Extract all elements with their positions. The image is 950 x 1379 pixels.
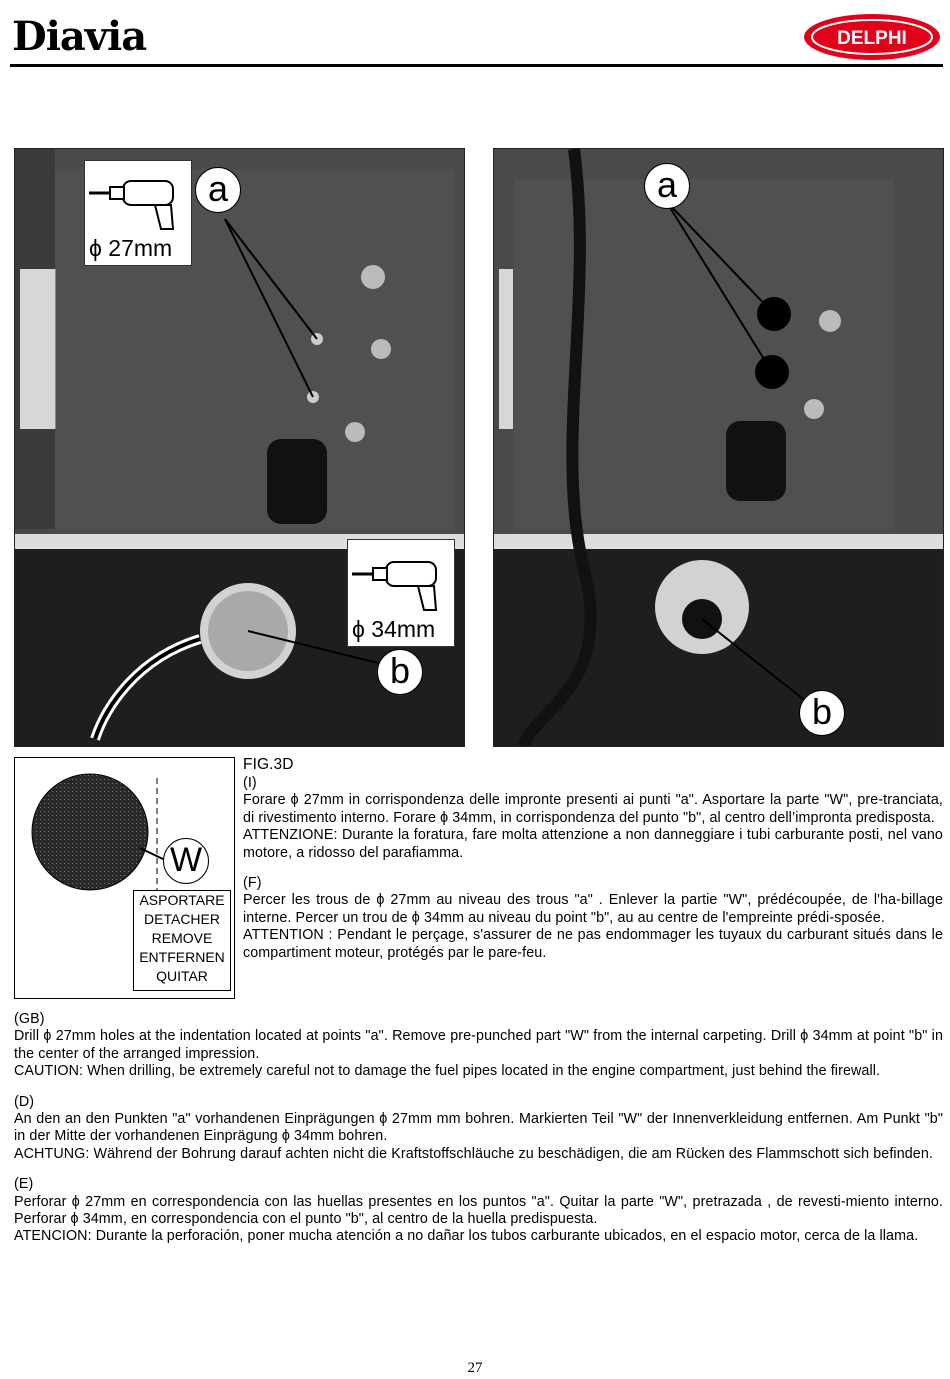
es-warning: ATENCION: Durante la perforación, poner mucha atención a no dañar los tubos carburante ubicados, en el espacio motor, cerca de la llama. [14, 1228, 919, 1245]
label-b-left: b [377, 649, 423, 695]
drill-27-label: ϕ 27mm [89, 235, 173, 261]
lang-tag-it: (I) [243, 775, 257, 791]
es-instruction: Perforar ϕ 27mm en correspondencia con las huellas presentes en los puntos "a". Quitar la parte "W", pretrazada , de revesti-miento interno. Perforar ϕ 34mm, en correspondencia con el punto "b", al centro de la huella predispuesta. [14, 1193, 943, 1228]
delphi-logo-text: DELPHI [837, 28, 907, 49]
lang-tag-fr: (F) [243, 875, 262, 892]
drill-27-callout [84, 160, 192, 266]
drill-icon [85, 161, 189, 231]
fr-warning: ATTENTION : Pendant le perçage, s'assurer de ne pas endommager les tuyaux du carburant situés dans le compartiment moteur, protégés par le pare-feu. [243, 927, 943, 961]
diavia-logo: Diavia [12, 13, 147, 60]
gb-instruction: Drill ϕ 27mm holes at the indentation located at points "a". Remove pre-punched part "W" from the internal carpeting. Drill ϕ 34mm at point "b" in the center of the arranged impression. [14, 1028, 943, 1062]
figure-title: FIG.3D [243, 756, 294, 773]
page-number: 27 [467, 1360, 483, 1376]
photo-before-drilling [14, 148, 465, 747]
remove-word: ASPORTARE [139, 892, 225, 908]
lang-tag-es: (E) [14, 1176, 34, 1193]
lang-tag-de: (D) [14, 1093, 35, 1110]
fr-instruction: Percer les trous de ϕ 27mm au niveau des trous "a" . Enlever la partie "W", prédécoupée, de l'ha-billage interne. Percer un trou de ϕ 34mm au niveau du point "b", au au centre de l'empreinte prédi-sposée. [243, 892, 943, 926]
header-rule [10, 64, 943, 67]
de-instruction: An den an den Punkten "a" vorhandenen Einprägungen ϕ 27mm mm bohren. Markierten Teil "W" der Innenverkleidung entfernen. Am Punkt "b" in der Mitte der vorhandenen Einprägung ϕ 34mm bohren. [14, 1111, 943, 1145]
gb-warning: CAUTION: When drilling, be extremely careful not to damage the fuel pipes located in the engine compartment, just behind the firewall. [14, 1063, 881, 1080]
label-b-right: b [799, 690, 845, 736]
lang-tag-gb: (GB) [14, 1011, 45, 1027]
remove-word: REMOVE [151, 930, 213, 946]
instructions-it-fr [243, 755, 943, 962]
instructions-gb-d-e [14, 1011, 943, 1246]
delphi-logo [802, 12, 942, 62]
de-warning: ACHTUNG: Während der Bohrung darauf achten nicht die Kraftstoffschläuche zu beschädigen, die am Rücken des Flammschott sich befinden. [14, 1145, 933, 1162]
label-a-right: a [644, 163, 690, 209]
remove-instruction-list [133, 890, 231, 991]
drill-34-label: ϕ 34mm [352, 616, 436, 642]
it-warning: ATTENZIONE: Durante la foratura, fare molta attenzione a non danneggiare i tubi carburante posti, nel vano motore, a ridosso del parafiamma. [243, 827, 943, 861]
drill-34-callout [347, 539, 455, 647]
drill-icon [348, 540, 452, 612]
remove-word: DETACHER [144, 911, 220, 927]
remove-word: QUITAR [156, 968, 208, 984]
label-w: W [163, 838, 209, 884]
photo-after-illustration [494, 149, 943, 746]
label-a-left: a [195, 167, 241, 213]
photo-after-drilling [493, 148, 944, 747]
remove-word: ENTFERNEN [139, 949, 225, 965]
it-instruction: Forare ϕ 27mm in corrispondenza delle impronte presenti ai punti "a". Asportare la parte "W", pre-tranciata, di rivestimento interno. Forare ϕ 34mm, in corrispondenza del punto "b", al centro dell’impronta predisposta. [243, 792, 943, 826]
